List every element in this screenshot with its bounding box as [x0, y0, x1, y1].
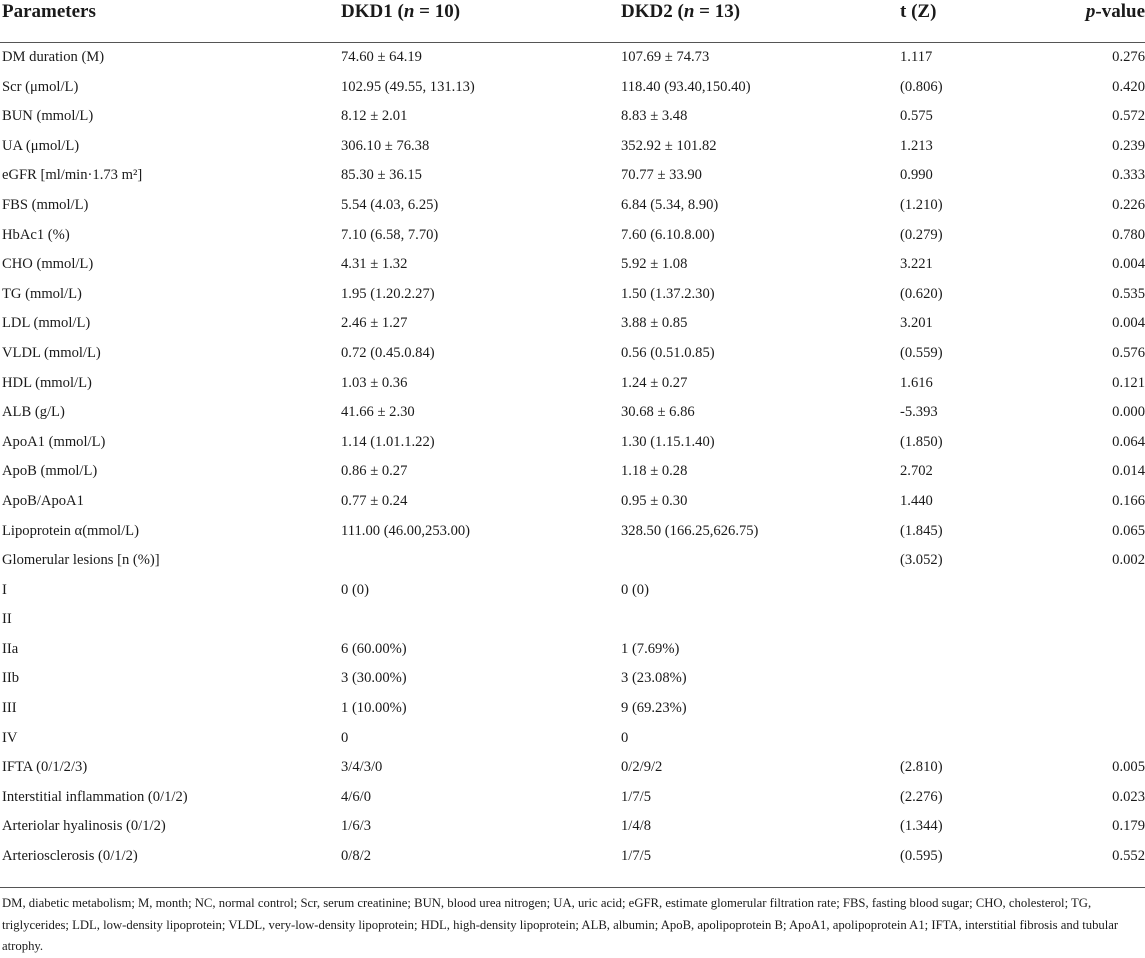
parameter-cell: II: [2, 611, 12, 628]
parameter-cell: IIb: [2, 670, 20, 687]
p-value-cell: 0.004: [1112, 315, 1145, 332]
table-row: [0, 605, 1145, 635]
dkd2-cell: 3.88 ± 0.85: [621, 315, 688, 332]
p-value-cell: 0.179: [1112, 818, 1145, 835]
t-z-cell: (1.210): [900, 196, 943, 213]
parameter-cell: eGFR [ml/min·1.73 m²]: [2, 167, 143, 184]
dkd2-cell: 0.56 (0.51.0.85): [621, 344, 715, 361]
p-value-cell: 0.065: [1112, 522, 1145, 539]
parameter-cell: IFTA (0/1/2/3): [2, 759, 88, 776]
dkd1-cell: 4.31 ± 1.32: [341, 256, 408, 273]
dkd1-cell: 1.14 (1.01.1.22): [341, 433, 435, 450]
t-z-cell: 1.117: [900, 49, 933, 65]
t-z-cell: -5.393: [900, 404, 938, 421]
table-row: [0, 102, 1145, 132]
dkd2-cell: 0: [621, 729, 629, 746]
dkd1-cell: 1.95 (1.20.2.27): [341, 285, 435, 302]
table-row: [0, 576, 1145, 606]
p-value-cell: [1065, 664, 1145, 694]
table-row: [0, 546, 1145, 576]
dkd1-cell: 5.54 (4.03, 6.25): [341, 196, 439, 213]
p-value-cell: 0.121: [1112, 374, 1145, 391]
p-value-cell: 0.004: [1112, 256, 1145, 273]
p-value-cell: [1065, 605, 1145, 635]
t-z-cell: 0.575: [900, 108, 933, 125]
p-value-cell: [1065, 576, 1145, 606]
t-z-cell: (0.559): [900, 344, 943, 361]
dkd1-cell: 0: [341, 729, 349, 746]
parameter-cell: BUN (mmol/L): [2, 108, 94, 125]
parameter-cell: Arteriosclerosis (0/1/2): [2, 848, 138, 865]
parameter-cell: ALB (g/L): [2, 404, 65, 421]
table-row: [0, 339, 1145, 369]
dkd2-cell: 1.50 (1.37.2.30): [621, 285, 715, 302]
header-t-z: t (Z): [900, 1, 937, 22]
table-row: [0, 842, 1145, 872]
t-z-cell: (0.279): [900, 226, 943, 243]
parameter-cell: UA (μmol/L): [2, 137, 80, 154]
parameter-cell: DM duration (M): [2, 49, 105, 65]
dkd2-cell: 1/4/8: [621, 818, 651, 835]
dkd2-cell: 70.77 ± 33.90: [621, 167, 702, 184]
parameter-cell: FBS (mmol/L): [2, 196, 89, 213]
dkd1-cell: 0.77 ± 0.24: [341, 492, 408, 509]
parameter-cell: TG (mmol/L): [2, 285, 82, 302]
parameter-cell: III: [2, 700, 17, 717]
dkd1-cell: 41.66 ± 2.30: [341, 404, 415, 421]
dkd2-cell: 0 (0): [621, 581, 649, 598]
dkd1-cell: 0 (0): [341, 581, 369, 598]
header-dkd2: DKD2 (n = 13): [621, 1, 741, 22]
dkd2-cell: 1/7/5: [621, 848, 651, 865]
t-z-cell: (0.620): [900, 285, 943, 302]
parameter-cell: VLDL (mmol/L): [2, 344, 101, 361]
table-row: [0, 369, 1145, 399]
table-row: [0, 191, 1145, 221]
parameter-cell: Scr (μmol/L): [2, 78, 79, 95]
table-row: [0, 753, 1145, 783]
table-row: [0, 635, 1145, 665]
dkd2-cell: 107.69 ± 74.73: [621, 49, 710, 65]
p-value-cell: [1065, 724, 1145, 754]
p-value-cell: 0.239: [1112, 137, 1145, 154]
dkd2-cell: 5.92 ± 1.08: [621, 256, 688, 273]
dkd1-cell: 102.95 (49.55, 131.13): [341, 78, 475, 95]
parameter-cell: ApoB/ApoA1: [2, 492, 84, 509]
table-row: [0, 309, 1145, 339]
dkd1-cell: 85.30 ± 36.15: [341, 167, 422, 184]
table-row: [0, 517, 1145, 547]
table-row: [0, 812, 1145, 842]
p-value-cell: [1065, 635, 1145, 665]
p-value-cell: 0.572: [1112, 108, 1145, 125]
t-z-cell: (2.810): [900, 759, 943, 776]
table-row: [0, 428, 1145, 458]
t-z-cell: 1.440: [900, 492, 933, 509]
dkd1-cell: 74.60 ± 64.19: [341, 49, 422, 65]
p-value-cell: 0.552: [1112, 848, 1145, 865]
table-row: [0, 161, 1145, 191]
table-row: [0, 132, 1145, 162]
dkd1-cell: 1.03 ± 0.36: [341, 374, 408, 391]
parameter-cell: ApoA1 (mmol/L): [2, 433, 106, 450]
table-row: [0, 398, 1145, 428]
dkd2-cell: 1.24 ± 0.27: [621, 374, 688, 391]
table-row: [0, 783, 1145, 813]
t-z-cell: (3.052): [900, 552, 943, 569]
header-dkd1: DKD1 (n = 10): [341, 1, 461, 22]
p-value-cell: 0.333: [1112, 167, 1145, 184]
table-row: [0, 694, 1145, 724]
dkd2-cell: 328.50 (166.25,626.75): [621, 522, 759, 539]
dkd1-cell: 0.86 ± 0.27: [341, 463, 408, 480]
t-z-cell: 1.213: [900, 137, 933, 154]
dkd1-cell: 7.10 (6.58, 7.70): [341, 226, 439, 243]
dkd1-cell: 2.46 ± 1.27: [341, 315, 408, 332]
t-z-cell: 0.990: [900, 167, 933, 184]
table-row: [0, 250, 1145, 280]
parameter-cell: HbAc1 (%): [2, 226, 70, 243]
p-value-cell: 0.005: [1112, 759, 1145, 776]
p-value-cell: 0.064: [1112, 433, 1145, 450]
table-body: [0, 43, 1145, 872]
table-footnote: DM, diabetic metabolism; M, month; NC, normal control; Scr, serum creatinine; BUN, blood urea nitrogen; UA, uric acid; eGFR, estimate glomerular filtration rate; FBS, fasting blood sugar; CHO, cholesterol; TG, triglycerides; LDL, low-density lipoprotein; VLDL, very-low-density lipoprotein; HDL, high-density lipoprotein; ALB, albumin; ApoB, apolipoprotein B; ApoA1, apolipoprotein A1; IFTA, interstitial fibrosis and tubular atrophy.: [2, 896, 1119, 953]
p-value-cell: 0.535: [1112, 285, 1145, 302]
p-value-cell: 0.780: [1112, 226, 1145, 243]
footnote-divider: [0, 887, 1145, 888]
parameter-cell: Glomerular lesions [n (%)]: [2, 552, 160, 569]
dkd1-cell: 111.00 (46.00,253.00): [341, 522, 471, 539]
p-value-cell: 0.276: [1112, 49, 1145, 65]
dkd1-cell: 306.10 ± 76.38: [341, 137, 430, 154]
p-value-cell: 0.420: [1112, 78, 1145, 95]
parameter-cell: I: [2, 581, 7, 598]
t-z-cell: (1.344): [900, 818, 943, 835]
dkd1-cell: 1/6/3: [341, 818, 371, 835]
t-z-cell: 2.702: [900, 463, 933, 480]
dkd2-cell: 0.95 ± 0.30: [621, 492, 688, 509]
parameter-cell: Lipoprotein α(mmol/L): [2, 522, 139, 539]
p-value-cell: 0.166: [1112, 492, 1145, 509]
table-header-row: [0, 0, 1145, 43]
table-row: [0, 457, 1145, 487]
parameter-cell: CHO (mmol/L): [2, 256, 94, 273]
dkd2-cell: 30.68 ± 6.86: [621, 404, 695, 421]
parameter-cell: Arteriolar hyalinosis (0/1/2): [2, 818, 166, 835]
header-p-value: p-value: [1085, 1, 1145, 22]
parameter-cell: IIa: [2, 640, 19, 657]
dkd2-cell: 1 (7.69%): [621, 640, 680, 657]
table-row: [0, 487, 1145, 517]
dkd1-cell: 3/4/3/0: [341, 759, 383, 776]
dkd2-cell: 0/2/9/2: [621, 759, 663, 776]
t-z-cell: 1.616: [900, 374, 933, 391]
table-row: [0, 280, 1145, 310]
dkd1-cell: 8.12 ± 2.01: [341, 108, 408, 125]
p-value-cell: 0.023: [1112, 788, 1145, 805]
dkd2-cell: 352.92 ± 101.82: [621, 137, 717, 154]
parameter-cell: HDL (mmol/L): [2, 374, 92, 391]
dkd2-cell: 8.83 ± 3.48: [621, 108, 688, 125]
t-z-cell: 3.201: [900, 315, 933, 332]
dkd1-cell: 0.72 (0.45.0.84): [341, 344, 435, 361]
t-z-cell: 3.221: [900, 256, 933, 273]
t-z-cell: (0.595): [900, 848, 943, 865]
p-value-cell: 0.576: [1112, 344, 1145, 361]
t-z-cell: (2.276): [900, 788, 943, 805]
p-value-cell: 0.226: [1112, 196, 1145, 213]
parameter-cell: LDL (mmol/L): [2, 315, 91, 332]
dkd1-cell: 1 (10.00%): [341, 700, 407, 717]
table-row: [0, 43, 1145, 73]
t-z-cell: (0.806): [900, 78, 943, 95]
table-row: [0, 664, 1145, 694]
dkd1-cell: 3 (30.00%): [341, 670, 407, 687]
dkd2-cell: 7.60 (6.10.8.00): [621, 226, 715, 243]
header-parameters: Parameters: [2, 1, 96, 22]
parameter-cell: ApoB (mmol/L): [2, 463, 98, 480]
dkd2-cell: 1.18 ± 0.28: [621, 463, 688, 480]
dkd2-cell: 1/7/5: [621, 788, 651, 805]
dkd2-cell: 118.40 (93.40,150.40): [621, 78, 751, 95]
dkd2-cell: 1.30 (1.15.1.40): [621, 433, 715, 450]
parameter-cell: IV: [2, 729, 18, 746]
p-value-cell: 0.014: [1112, 463, 1145, 480]
dkd1-cell: 0/8/2: [341, 848, 371, 865]
dkd1-cell: 4/6/0: [341, 788, 371, 805]
p-value-cell: 0.000: [1112, 404, 1145, 421]
table-row: [0, 73, 1145, 103]
table-row: [0, 221, 1145, 251]
p-value-cell: [1065, 694, 1145, 724]
dkd2-cell: 3 (23.08%): [621, 670, 687, 687]
dkd2-cell: 6.84 (5.34, 8.90): [621, 196, 719, 213]
p-value-cell: 0.002: [1112, 552, 1145, 569]
t-z-cell: (1.850): [900, 433, 943, 450]
t-z-cell: (1.845): [900, 522, 943, 539]
dkd1-cell: 6 (60.00%): [341, 640, 407, 657]
dkd2-cell: 9 (69.23%): [621, 700, 687, 717]
parameter-cell: Interstitial inflammation (0/1/2): [2, 788, 188, 805]
table-row: [0, 724, 1145, 754]
